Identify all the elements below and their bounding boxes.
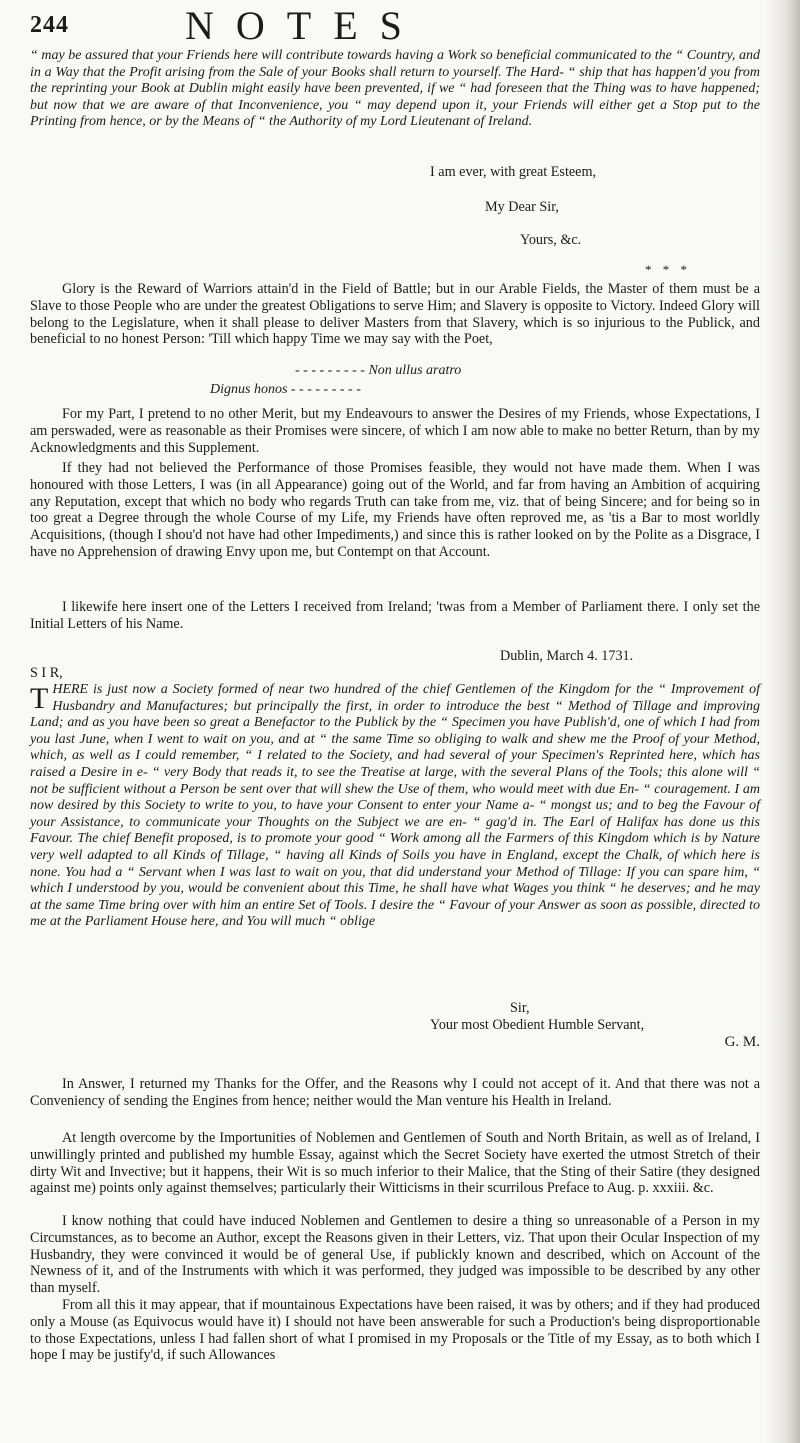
letter-close-salutation: My Dear Sir, <box>485 199 559 215</box>
paragraph-know: I know nothing that could have induced Noblemen and Gentlemen to desire a thing so unreasonable of a Person in my Circumstances, as to become an Author, except the Reasons given in their Letters, viz. That upon their Ocular Inspection of my Husbandry, they were convinced it would be of general Use, if publickly known and described, which on Account of the Newness of it, and of the Instruments with which it was performed, they judged was impossible to be described by any other than myself. <box>30 1213 760 1297</box>
paragraph-glory: Glory is the Reward of Warriors attain'd in the Field of Battle; but in our Arable Fields, the Master of them must be a Slave to those People who are under the greatest Obligations to serve Him; and Slavery is opposite to Victory. Indeed Glory will belong to the Legislature, when it shall please to deliver Masters from that Slavery, which is so injurious to the Publick, and beneficial to no honest Person: 'Till which happy Time we may say with the Poet, <box>30 281 760 348</box>
letter-closing: Your most Obedient Humble Servant, <box>430 1017 645 1033</box>
paragraph-believed: If they had not believed the Performance of those Promises feasible, they would not have made them. When I was honoured with those Letters, I was (in all Appearance) going out of the World, and far from having an Ambition of acquiring any Reputation, except that which no body who regards Truth can take from me, viz. that of being Sincere; and for being so in too great a Degree through the whole Course of my Life, my Friends have often reproved me, as 'tis a Bar to most worldly Acquisitions, (though I shou'd not have had other Impediments,) and since this is rather looked on by the Polite as a Disgrace, I have no Apprehension of drawing Envy upon me, but Contempt on that Account. <box>30 460 760 560</box>
letter-close-closing: I am ever, with great Esteem, <box>430 164 597 180</box>
paragraph-length: At length overcome by the Importunities of Noblemen and Gentlemen of South and North Britain, as well as of Ireland, I unwillingly printed and published my humble Essay, against which the Secret Society have exerted the utmost Stretch of their dirty Wit and Invective; but it happens, their Wit is so much inferior to their Malice, that the Sting of their Satire (they designed against me) points only against themselves; particularly their Witticisms in their scurrilous Preface to Aug. p. xxxiii. &c. <box>30 1130 760 1197</box>
letter-close-sign: Yours, &c. <box>520 232 582 248</box>
paragraph-answer: In Answer, I returned my Thanks for the Offer, and the Reasons why I could not accept of it. And that there was not a Conveniency of sending the Engines from hence; neither would the Man venture his Health in Ireland. <box>30 1076 760 1109</box>
drop-cap: T <box>30 682 49 715</box>
separator-stars: * * * <box>645 262 691 277</box>
letter-body-text: HERE is just now a Society formed of near two hundred of the chief Gentlemen of the Kingdom for the “ Improvement of Husbandry and Manufactures; but principally the first, in order to introduce the best “ Method of Tillage and improving Land; and as you have been so great a Benefactor to the Publick by the “ Specimen you have Publish'd, one of which I had from you last June, when I went to wait on you, and at “ the same Time so obliging to walk and shew me the Proof of your Method, which, as well as I could remember, “ I related to the Society, and had several of your Specimen's Reprinted here, which has raised a Desire in e- “ very Body that reads it, to see the Treatise at large, with the several Plans of the Tools; this alone will “ not be sufficient without a Person be sent over that will shew the Use of them, who would meet with due En- “ couragement. I am now desired by this Society to write to you, to have your Consent to enter your Name a- “ mongst us; and to beg the Favour of your Assistance, to communicate your Thoughts on the Subject we are en- “ gag'd in. The Earl of Halifax has done us this Favour. The chief Benefit proposed, is to promote your good “ Work among all the Farmers of this Kingdom which is by Nature very well adapted to all Kinds of Tillage, “ having all Kinds of Soils you have in England, except the Chalk, of which here is none. You had a “ Servant when I was last to wait on you, that did understand your Method of Tillage: If you can spare him, “ which I understood by you, would be convenient about this Time, he shall have what Wages you think “ he deserves; and he may at the same Time bring over with him an entire Set of Tools. I desire the “ Favour of your Answer as soon as possible, directed to me at the Parliament House here, and You will much “ oblige <box>30 682 760 930</box>
page-edge-shadow <box>766 0 800 1443</box>
page-number: 244 <box>30 12 69 38</box>
page-header <box>30 0 760 48</box>
letter-close-body: “ may be assured that your Friends here will contribute towards having a Work so beneficial communicated to the “ Country, and in a Way that the Profit arising from the Sale of your Books shall return to yourself. The Hard- “ ship that has happen'd you from the reprinting your Book at Dublin might easily have been prevented, if we “ had foreseen that the Thing was to have happened; but now that we are aware of that Inconvenience, you “ may depend upon it, your Friends will either get a Stop put to the Printing from hence, or by the Means of “ the Authority of my Lord Lieutenant of Ireland. <box>30 48 760 130</box>
letter-dateline: Dublin, March 4. 1731. <box>500 648 634 664</box>
letter-body <box>30 682 760 931</box>
paragraph-insert: I likewife here insert one of the Letters I received from Ireland; 'twas from a Member of Parliament there. I only set the Initial Letters of his Name. <box>30 599 760 632</box>
quote-line-2: Dignus honos - - - - - - - - - <box>210 382 361 397</box>
quote-line-1: - - - - - - - - - Non ullus aratro <box>295 363 462 378</box>
letter-closing-sir: Sir, <box>510 1000 530 1016</box>
letter-signature: G. M. <box>724 1034 760 1050</box>
paragraph-from: From all this it may appear, that if mountainous Expectations have been raised, it was by others; and if they had produced only a Mouse (as Equivocus would have it) I should not have been answerable for such a Production's being disproportionable to those Expectations, unless I had fallen short of what I promised in my Proposals or the Title of my Essay, as to both which I hope I may be justify'd, if such Allowances <box>30 1297 760 1364</box>
letter-salutation: S I R, <box>30 665 63 681</box>
paragraph-merit: For my Part, I pretend to no other Merit, but my Endeavours to answer the Desires of my Friends, whose Expectations, I am perswaded, were as reasonable as their Promises were sincere, of which I am now able to make no better Return, than by my Acknowledgments and this Supplement. <box>30 406 760 456</box>
running-head: NOTES <box>185 3 424 48</box>
